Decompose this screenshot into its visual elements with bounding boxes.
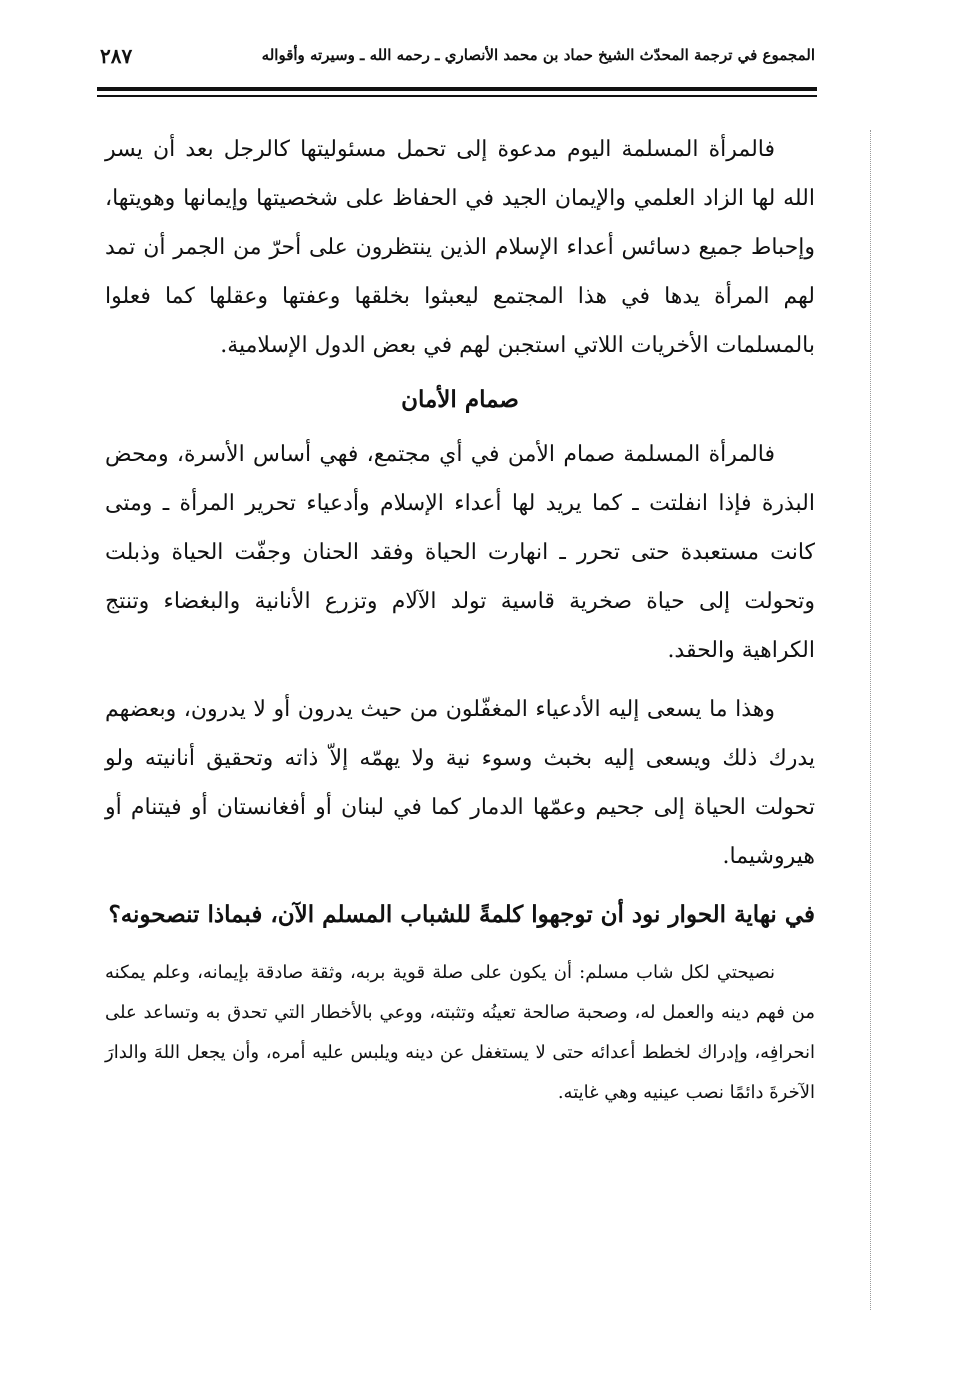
page-header (100, 40, 815, 80)
paragraph-3: وهذا ما يسعى إليه الأدعياء المغفّلون من حيث يدرون أو لا يدرون، وبعضهم يدرك ذلك ويسعى إليه بخبث وسوء نية ولا يهمّه إلاّ ذاته وتحقيق أنانيته ولو تحولت الحياة إلى جحيم وعمّها الدمار كما في لبنان أو أفغانستان أو فيتنام أو هيروشيما. (105, 697, 815, 869)
interview-answer: نصيحتي لكل شاب مسلم: أن يكون على صلة قوية بربه، وثقة صادقة بإيمانه، وعلم يمكنه من فهم دينه والعمل له، وصحبة صالحة تعينُه وتثبته، ووعي بالأخطار التي تحدق به وتساعد على انحرافِه، وإدراك لخطط أعدائه حتى لا يستغفل عن دينه ويلبس عليه أمره، وأن يجعل اللهَ والدارَ الآخرةَ دائمًا نصب عينيه وهي غايته. (105, 962, 815, 1103)
interview-question: في نهاية الحوار نود أن توجهوا كلمةً للشباب المسلم الآن، فبماذا تنصحونه؟ (108, 901, 815, 928)
running-title: المجموع في ترجمة المحدّث الشيخ حماد بن محمد الأنصاري ـ رحمه الله ـ وسيرته وأقواله (261, 46, 815, 64)
paragraph-1: فالمرأة المسلمة اليوم مدعوة إلى تحمل مسئوليتها كالرجل بعد أن يسر الله لها الزاد العلمي والإيمان الجيد في الحفاظ على شخصيتها وإيمانها وهويتها، وإحباط جميع دسائس أعداء الإسلام الذين ينتظرون على أحرّ من الجمر أن تمد لهم المرأة يدها في هذا المجتمع ليعبثوا بخلقها وعفتها وعقلها كما فعلوا بالمسلمات الأخريات اللاتي استجبن لهم في بعض الدول الإسلامية. (105, 137, 815, 358)
paragraph-2: فالمرأة المسلمة صمام الأمن في أي مجتمع، فهي أساس الأسرة، ومحض البذرة فإذا انفلتت ـ كما يريد لها أعداء الإسلام وأدعياء تحرير المرأة ـ ومتى كانت مستعبدة حتى تحرر ـ انهارت الحياة وفقد الحنان وجفّت الحياة وذبلت وتحولت إلى حياة صخرية قاسية تولد الآلام وتزرع الأنانية والبغضاء وتنتج الكراهية والحقد. (105, 442, 815, 663)
page-body (105, 125, 815, 1113)
margin-dotted-line (870, 130, 873, 1310)
section-heading: صمام الأمان (401, 386, 519, 413)
header-rule-thick (97, 87, 817, 91)
page-number: ٢٨٧ (100, 44, 133, 68)
header-rule-thin (97, 95, 817, 97)
